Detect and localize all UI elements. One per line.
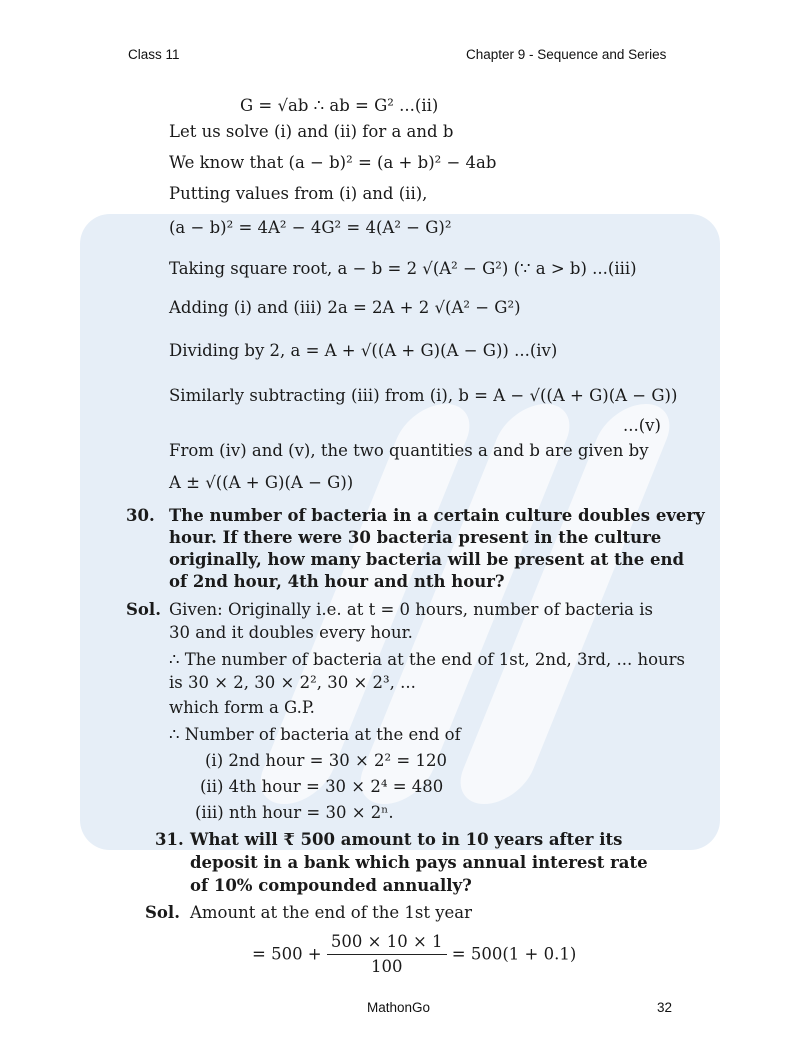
sol31-label: Sol. xyxy=(145,903,180,922)
sol31-eq-right: = 500(1 + 0.1) xyxy=(451,944,577,964)
line-from: From (iv) and (v), the two quantities a and b are given by xyxy=(169,441,649,460)
sol30-line-3: ∴ The number of bacteria at the end of 1st, 2nd, 3rd, ... hours xyxy=(169,650,685,669)
q30-line-1: The number of bacteria in a certain culture doubles every xyxy=(169,506,705,525)
sol31-eq-left: = 500 + xyxy=(252,944,322,964)
line-sqroot: Taking square root, a − b = 2 √(A² − G²) (∵ a > b) ...(iii) xyxy=(169,259,637,278)
q30-line-4: of 2nd hour, 4th hour and nth hour? xyxy=(169,572,505,591)
sol31-fraction-numerator: 500 × 10 × 1 xyxy=(327,932,447,955)
page-footer-center: MathonGo xyxy=(367,1000,431,1015)
line-similarly: Similarly subtracting (iii) from (i), b = A − √((A + G)(A − G)) xyxy=(169,386,678,405)
q31-number: 31. xyxy=(155,830,184,849)
page-header-right: Chapter 9 - Sequence and Series xyxy=(466,47,667,62)
sol31-line-1: Amount at the end of the 1st year xyxy=(190,903,473,922)
sol30-line-1: Given: Originally i.e. at t = 0 hours, number of bacteria is xyxy=(169,600,653,619)
line-dividing: Dividing by 2, a = A + √((A + G)(A − G)) ...(iv) xyxy=(169,341,558,360)
q31-line-1: What will ₹ 500 amount to in 10 years after its xyxy=(190,830,623,849)
sol31-equation xyxy=(252,932,576,977)
line-putting: Putting values from (i) and (ii), xyxy=(169,184,428,203)
sol30-item-ii: (ii) 4th hour = 30 × 2⁴ = 480 xyxy=(200,777,444,796)
sol30-item-iii: (iii) nth hour = 30 × 2ⁿ. xyxy=(195,803,394,822)
line-know: We know that (a − b)² = (a + b)² − 4ab xyxy=(169,153,497,172)
q30-line-2: hour. If there were 30 bacteria present in the culture xyxy=(169,528,662,547)
line-g-eq xyxy=(240,96,438,116)
line-v-tag: ...(v) xyxy=(623,416,661,435)
line-eq1: (a − b)² = 4A² − 4G² = 4(A² − G)² xyxy=(169,218,452,237)
sol31-fraction xyxy=(327,932,447,977)
sol30-line-6: ∴ Number of bacteria at the end of xyxy=(169,725,461,744)
page-number: 32 xyxy=(657,1000,673,1015)
sol30-line-2: 30 and it doubles every hour. xyxy=(169,623,413,642)
sol30-line-5: which form a G.P. xyxy=(169,698,315,717)
sol31-fraction-denominator: 100 xyxy=(370,956,403,976)
line-solve: Let us solve (i) and (ii) for a and b xyxy=(169,122,454,141)
q30-number: 30. xyxy=(126,506,155,525)
sol30-item-i: (i) 2nd hour = 30 × 2² = 120 xyxy=(205,751,447,770)
q31-line-3: of 10% compounded annually? xyxy=(190,876,472,895)
g-eq-text: G = √ab ∴ ab = G² ...(ii) xyxy=(240,96,439,115)
q30-line-3: originally, how many bacteria will be present at the end xyxy=(169,550,685,569)
line-result: A ± √((A + G)(A − G)) xyxy=(169,473,354,492)
line-adding: Adding (i) and (iii) 2a = 2A + 2 √(A² − G²) xyxy=(169,298,521,317)
sol30-label: Sol. xyxy=(126,600,161,619)
sol30-line-4: is 30 × 2, 30 × 2², 30 × 2³, ... xyxy=(169,673,416,692)
q31-line-2: deposit in a bank which pays annual interest rate xyxy=(190,853,648,872)
page-header-left: Class 11 xyxy=(128,47,180,62)
